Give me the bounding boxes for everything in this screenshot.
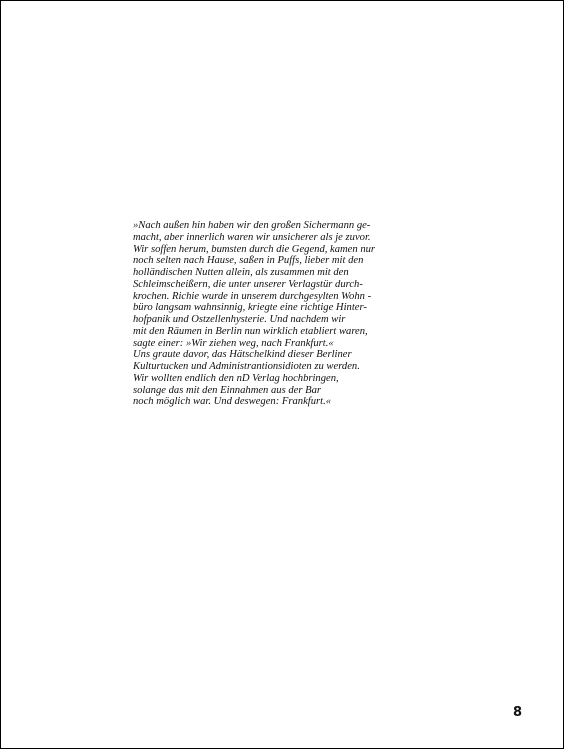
quote-line: Kulturtucken und Administrantionsidioten zu werden. xyxy=(133,361,360,372)
quote-paragraph xyxy=(133,220,433,408)
quote-line: sagte einer: »Wir ziehen weg, nach Frankfurt.« xyxy=(133,337,334,349)
quote-line: hofpanik und Ostzellenhysterie. Und nachdem wir xyxy=(133,314,346,325)
quote-line: büro langsam wahnsinnig, kriegte eine richtige Hinter- xyxy=(133,302,367,314)
quote-line: mit den Räumen in Berlin nun wirklich etabliert waren, xyxy=(133,325,368,337)
quote-line: Uns graute davor, das Hätschelkind dieser Berliner xyxy=(133,349,352,361)
quote-line: noch möglich war. Und deswegen: Frankfurt.« xyxy=(133,396,332,408)
quote-line: Wir wollten endlich den nD Verlag hochbringen, xyxy=(133,372,339,384)
page-number: 8 xyxy=(513,705,523,720)
quote-line: Wir soffen herum, bumsten durch die Gegend, kamen nur xyxy=(133,243,376,255)
quote-line: solange das mit den Einnahmen aus der Bar xyxy=(133,384,322,396)
quote-line: krochen. Richie wurde in unserem durchgesylten Wohn - xyxy=(133,290,372,302)
quote-line: »Nach außen hin haben wir den großen Sichermann ge- xyxy=(133,220,371,231)
quote-line: holländischen Nutten allein, als zusammen mit den xyxy=(133,267,349,278)
quote-line: noch selten nach Hause, saßen in Puffs, lieber mit den xyxy=(133,255,364,267)
quote-line: Schleimscheißern, die unter unserer Verlagstür durch- xyxy=(133,278,363,290)
quote-line: macht, aber innerlich waren wir unsicherer als je zuvor. xyxy=(133,231,371,243)
